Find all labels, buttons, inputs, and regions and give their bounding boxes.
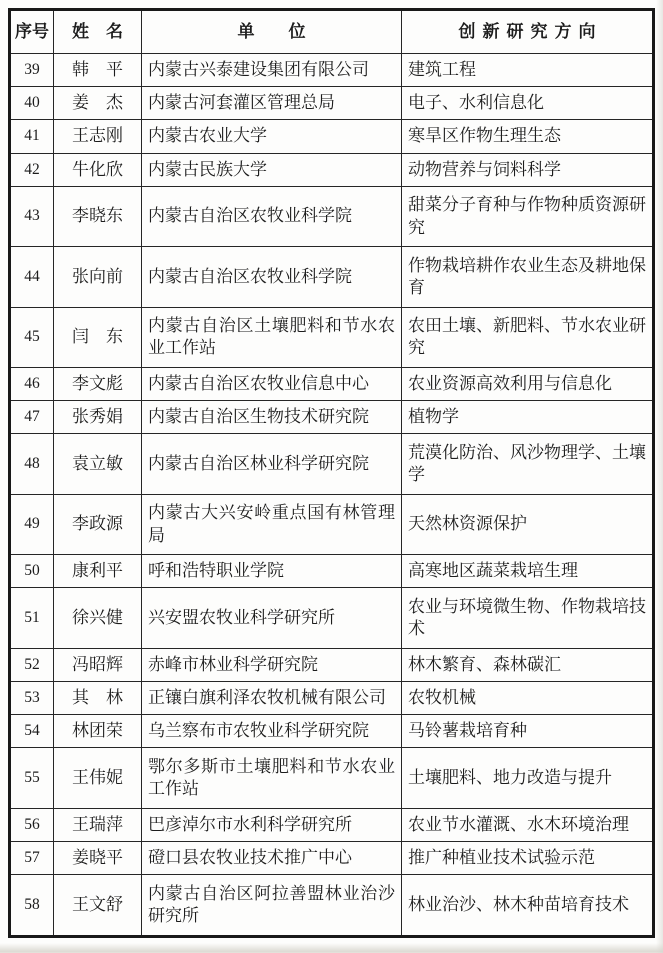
column-header-unit: 单 位 (142, 10, 402, 54)
table-row (10, 494, 654, 554)
cell-serial-number: 46 (10, 368, 54, 401)
cell-name: 李政源 (54, 494, 142, 554)
cell-research-direction: 农业与环境微生物、作物栽培技术 (402, 588, 654, 648)
cell-unit: 内蒙古河套灌区管理总局 (142, 87, 402, 120)
cell-serial-number: 41 (10, 120, 54, 153)
cell-unit: 磴口县农牧业技术推广中心 (142, 842, 402, 875)
cell-unit: 赤峰市林业科学研究院 (142, 648, 402, 681)
cell-unit: 鄂尔多斯市土壤肥料和节水农业工作站 (142, 748, 402, 808)
column-header-name: 姓 名 (54, 10, 142, 54)
cell-name: 姜 杰 (54, 87, 142, 120)
cell-unit: 呼和浩特职业学院 (142, 555, 402, 588)
table-row (10, 401, 654, 434)
cell-research-direction: 推广种植业技术试验示范 (402, 842, 654, 875)
table-header-row (10, 10, 654, 54)
cell-research-direction: 农田土壤、新肥料、节水农业研究 (402, 307, 654, 367)
cell-serial-number: 54 (10, 715, 54, 748)
cell-name: 张秀娟 (54, 401, 142, 434)
cell-unit: 内蒙古自治区阿拉善盟林业治沙研究所 (142, 875, 402, 937)
cell-research-direction: 作物栽培耕作农业生态及耕地保育 (402, 247, 654, 307)
cell-research-direction: 土壤肥料、地力改造与提升 (402, 748, 654, 808)
table-row (10, 555, 654, 588)
table-row (10, 808, 654, 841)
cell-serial-number: 45 (10, 307, 54, 367)
table-row (10, 434, 654, 494)
table-row (10, 842, 654, 875)
table-row (10, 682, 654, 715)
cell-unit: 内蒙古自治区土壤肥料和节水农业工作站 (142, 307, 402, 367)
scan-edge-shadow-bottom (0, 943, 663, 953)
cell-unit: 内蒙古自治区生物技术研究院 (142, 401, 402, 434)
table-row (10, 748, 654, 808)
cell-serial-number: 52 (10, 648, 54, 681)
cell-serial-number: 53 (10, 682, 54, 715)
cell-serial-number: 44 (10, 247, 54, 307)
cell-research-direction: 林木繁育、森林碳汇 (402, 648, 654, 681)
cell-serial-number: 51 (10, 588, 54, 648)
table-row (10, 875, 654, 937)
table-row (10, 715, 654, 748)
cell-serial-number: 57 (10, 842, 54, 875)
cell-research-direction: 高寒地区蔬菜栽培生理 (402, 555, 654, 588)
cell-unit: 内蒙古民族大学 (142, 153, 402, 186)
table-row (10, 120, 654, 153)
cell-name: 王瑞萍 (54, 808, 142, 841)
cell-name: 牛化欣 (54, 153, 142, 186)
cell-research-direction: 天然林资源保护 (402, 494, 654, 554)
cell-name: 王伟妮 (54, 748, 142, 808)
cell-research-direction: 动物营养与饲料科学 (402, 153, 654, 186)
cell-unit: 内蒙古农业大学 (142, 120, 402, 153)
cell-serial-number: 55 (10, 748, 54, 808)
cell-unit: 内蒙古自治区林业科学研究院 (142, 434, 402, 494)
table-row (10, 186, 654, 246)
table-row (10, 307, 654, 367)
cell-unit: 内蒙古兴泰建设集团有限公司 (142, 54, 402, 87)
column-header-serial-number: 序号 (10, 10, 54, 54)
cell-serial-number: 42 (10, 153, 54, 186)
cell-name: 徐兴健 (54, 588, 142, 648)
column-header-research-direction: 创新研究方向 (402, 10, 654, 54)
cell-research-direction: 农牧机械 (402, 682, 654, 715)
table-row (10, 588, 654, 648)
cell-name: 林团荣 (54, 715, 142, 748)
table-row (10, 368, 654, 401)
cell-research-direction: 马铃薯栽培育种 (402, 715, 654, 748)
cell-research-direction: 植物学 (402, 401, 654, 434)
cell-research-direction: 寒旱区作物生理生态 (402, 120, 654, 153)
cell-serial-number: 48 (10, 434, 54, 494)
cell-unit: 巴彦淖尔市水利科学研究所 (142, 808, 402, 841)
cell-research-direction: 建筑工程 (402, 54, 654, 87)
table-row (10, 54, 654, 87)
innovation-talent-table (8, 8, 655, 938)
cell-serial-number: 39 (10, 54, 54, 87)
cell-name: 康利平 (54, 555, 142, 588)
cell-name: 王文舒 (54, 875, 142, 937)
table-row (10, 87, 654, 120)
cell-research-direction: 农业资源高效利用与信息化 (402, 368, 654, 401)
cell-name: 韩 平 (54, 54, 142, 87)
cell-name: 张向前 (54, 247, 142, 307)
cell-serial-number: 49 (10, 494, 54, 554)
cell-name: 冯昭辉 (54, 648, 142, 681)
cell-research-direction: 荒漠化防治、风沙物理学、土壤学 (402, 434, 654, 494)
cell-name: 袁立敏 (54, 434, 142, 494)
table-body (10, 54, 654, 937)
cell-name: 王志刚 (54, 120, 142, 153)
table-row (10, 648, 654, 681)
cell-name: 李文彪 (54, 368, 142, 401)
cell-unit: 内蒙古大兴安岭重点国有林管理局 (142, 494, 402, 554)
cell-name: 其 林 (54, 682, 142, 715)
cell-name: 闫 东 (54, 307, 142, 367)
cell-research-direction: 林业治沙、林木种苗培育技术 (402, 875, 654, 937)
cell-serial-number: 43 (10, 186, 54, 246)
cell-research-direction: 电子、水利信息化 (402, 87, 654, 120)
cell-serial-number: 40 (10, 87, 54, 120)
table-row (10, 153, 654, 186)
cell-unit: 乌兰察布市农牧业科学研究院 (142, 715, 402, 748)
cell-name: 李晓东 (54, 186, 142, 246)
cell-unit: 内蒙古自治区农牧业科学院 (142, 186, 402, 246)
cell-unit: 兴安盟农牧业科学研究所 (142, 588, 402, 648)
cell-unit: 内蒙古自治区农牧业信息中心 (142, 368, 402, 401)
cell-serial-number: 47 (10, 401, 54, 434)
table-row (10, 247, 654, 307)
cell-name: 姜晓平 (54, 842, 142, 875)
scan-edge-shadow-right (656, 0, 663, 953)
cell-serial-number: 56 (10, 808, 54, 841)
cell-serial-number: 58 (10, 875, 54, 937)
cell-unit: 内蒙古自治区农牧业科学院 (142, 247, 402, 307)
cell-research-direction: 甜菜分子育种与作物种质资源研究 (402, 186, 654, 246)
cell-unit: 正镶白旗利泽农牧机械有限公司 (142, 682, 402, 715)
cell-research-direction: 农业节水灌溉、水木环境治理 (402, 808, 654, 841)
cell-serial-number: 50 (10, 555, 54, 588)
